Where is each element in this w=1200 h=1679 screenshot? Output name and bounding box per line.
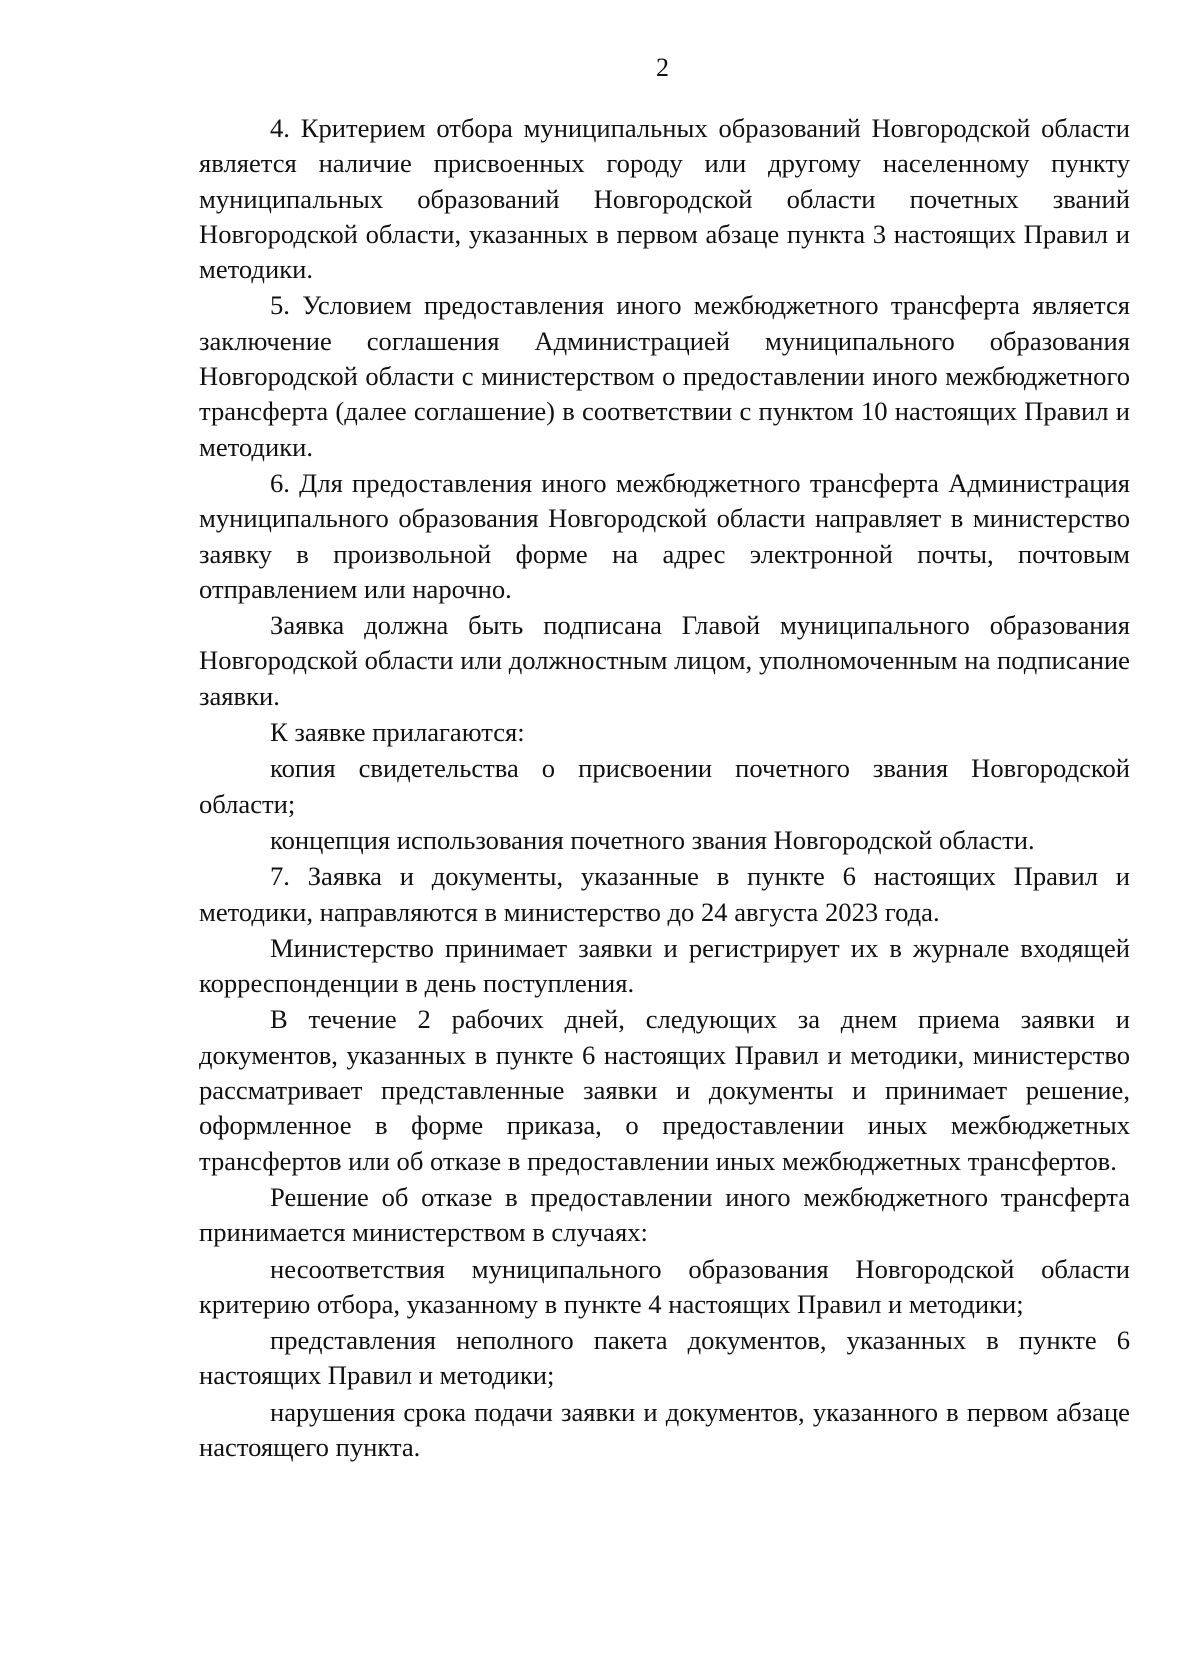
paragraph-refusal-criteria: несоответствия муниципального образования Новгородской области критерию отбора, указанному в пункте 4 настоящих Правил и методики; <box>199 1253 1130 1319</box>
paragraph-attachment-certificate: копия свидетельства о присвоении почетного звания Новгородской области; <box>199 753 1130 819</box>
paragraph-refusal-intro: Решение об отказе в предоставлении иного межбюджетного трансферта принимается министерством в случаях: <box>199 1181 1130 1248</box>
paragraph-registration: Министерство принимает заявки и регистрирует их в журнале входящей корреспонденции в день поступления. <box>199 932 1130 999</box>
paragraph-refusal-incomplete: представления неполного пакета документов, указанных в пункте 6 настоящих Правил и методики; <box>199 1325 1130 1391</box>
paragraph-application: 6. Для предоставления иного межбюджетного трансферта Администрация муниципального образования Новгородской области направляет в министерство заявку в произвольной форме на адрес электронной почты, почтовым отправлением или нарочно. <box>199 467 1130 604</box>
paragraph-deadline: 7. Заявка и документы, указанные в пункте 6 настоящих Правил и методики, направляются в министерство до 24 августа 2023 года. <box>199 861 1130 927</box>
paragraph-review: В течение 2 рабочих дней, следующих за днем приема заявки и документов, указанных в пункте 6 настоящих Правил и методики, министерство рассматривает представленные заявки и документы и принимает решение, оформленное в форме приказа, о предоставлении иных межбюджетных трансфертов или об отказе в предоставлении иных межбюджетных трансфертов. <box>199 1004 1130 1176</box>
paragraph-criteria: 4. Критерием отбора муниципальных образований Новгородской области является наличие присвоенных городу или другому населенному пункту муниципальных образований Новгородской области почетных званий Новгородской области, указанных в первом абзаце пункта 3 настоящих Правил и методики. <box>199 113 1130 285</box>
paragraph-refusal-deadline: нарушения срока подачи заявки и документов, указанного в первом абзаце настоящего пункта. <box>199 1396 1130 1462</box>
page-number: 2 <box>656 53 669 82</box>
paragraph-attachments-intro: К заявке прилагаются: <box>270 717 525 748</box>
paragraph-condition: 5. Условием предоставления иного межбюджетного трансферта является заключение соглашения Администрацией муниципального образования Новгородской области с министерством о предоставлении иного межбюджетного трансферта (далее соглашение) в соответствии с пунктом 10 настоящих Правил и методики. <box>199 290 1130 462</box>
document-body <box>199 111 1130 1466</box>
paragraph-attachment-concept: концепция использования почетного звания Новгородской области. <box>270 824 1035 855</box>
paragraph-signature: Заявка должна быть подписана Главой муниципального образования Новгородской области или должностным лицом, уполномоченным на подписание заявки. <box>199 610 1130 711</box>
